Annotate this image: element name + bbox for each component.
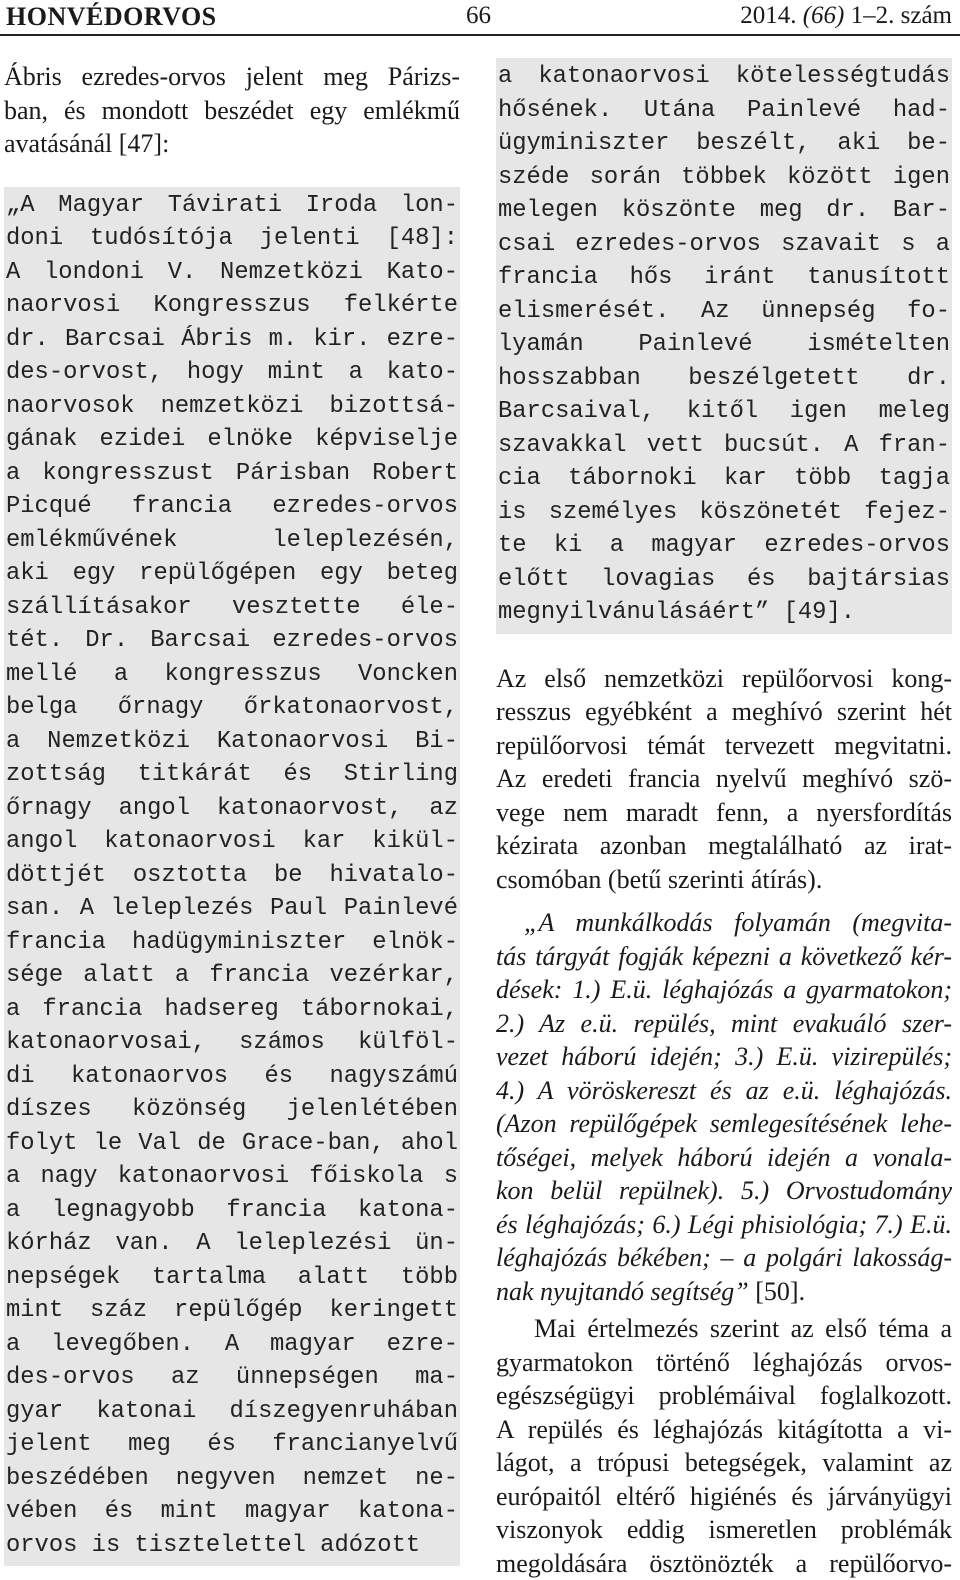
text-line: di katonaorvos és nagyszámú <box>6 1060 458 1094</box>
text-line: resszus egyébként a meghívó szerint hét <box>496 695 952 729</box>
text-line: díszes közönség jelenlétében <box>6 1093 458 1127</box>
text-line: nepségek tartalma alatt több <box>6 1261 458 1295</box>
text-line: repülőorvosi témát tervezett megvitatni. <box>496 729 952 763</box>
text-line: A londoni V. Nemzetközi Kato- <box>6 256 458 290</box>
text-line: naorvosok nemzetközi bizottsá- <box>6 390 458 424</box>
text-line: des-orvos az ünnepségen ma- <box>6 1361 458 1395</box>
text-line: belga őrnagy őrkatonaorvost, <box>6 691 458 725</box>
text-line: megnyilvánulásáért” [49]. <box>498 596 950 630</box>
left-column <box>4 60 460 1566</box>
text-line: sége alatt a francia vezérkar, <box>6 959 458 993</box>
text-line: folyt le Val de Grace-ban, ahol <box>6 1127 458 1161</box>
text-line: mellé a kongresszus Voncken <box>6 658 458 692</box>
text-line: angol katonaorvosi kar kikül- <box>6 825 458 859</box>
text-line: gyar katonai díszegyenruhában <box>6 1395 458 1429</box>
text-line: viszonyok eddig ismeretlen problémák <box>496 1513 952 1547</box>
text-line: tás tárgyát fogják képezni a következő kér- <box>496 940 952 974</box>
text-line: doni tudósítója jelenti [48]: <box>6 222 458 256</box>
text-line: aki egy repülőgépen egy beteg <box>6 557 458 591</box>
text-line: megoldására ösztönözték a repülőorvo- <box>496 1547 952 1580</box>
text-line: avatásánál [47]: <box>4 127 460 161</box>
text-line: őrnagy angol katonaorvost, az <box>6 792 458 826</box>
text-line: tőségei, melyek háború idején a vonala- <box>496 1141 952 1175</box>
text-line: dr. Barcsai Ábris m. kir. ezre- <box>6 323 458 357</box>
intro-paragraph <box>4 60 460 161</box>
reference-number: [50]. <box>749 1277 805 1306</box>
quote-block-right <box>496 58 952 634</box>
text-line: a nagy katonaorvosi főiskola s <box>6 1160 458 1194</box>
text-line: katonaorvosai, számos külföl- <box>6 1026 458 1060</box>
text-line: naorvosi Kongresszus felkérte <box>6 289 458 323</box>
right-column <box>496 58 952 1580</box>
text-line: csomóban (betű szerinti átírás). <box>496 863 952 897</box>
text-line: lágot, a trópusi betegségek, valamint az <box>496 1446 952 1480</box>
journal-title: HONVÉDORVOS <box>6 2 217 32</box>
text-line: ügyminiszter beszélt, aki be- <box>498 127 950 161</box>
quote-block-left <box>4 187 460 1567</box>
text-line: a Nemzetközi Katonaorvosi Bi- <box>6 725 458 759</box>
text-line: des-orvost, hogy mint a kato- <box>6 356 458 390</box>
text-line: Az eredeti francia nyelvű meghívó szö- <box>496 762 952 796</box>
text-line: (Azon repülőgépek semlegesítésének lehe- <box>496 1107 952 1141</box>
text-line: cia tábornoki kar több tagja <box>498 462 950 496</box>
text-line: a levegőben. A magyar ezre- <box>6 1328 458 1362</box>
issue-info: 2014. (66) 1–2. szám <box>740 2 952 30</box>
text-line: 2.) Az e.ü. repülés, mint evakuáló szer- <box>496 1007 952 1041</box>
text-line: orvos is tisztelettel adózott <box>6 1529 458 1563</box>
text-line: kézirata azonban megtalálható az irat- <box>496 829 952 863</box>
paragraph-interpretation <box>496 1312 952 1580</box>
text-line: Mai értelmezés szerint az első téma a <box>496 1312 952 1346</box>
text-line: Ábris ezredes-orvos jelent meg Párizs- <box>4 60 460 94</box>
text-line: emlékművének leleplezésén, <box>6 524 458 558</box>
text-line: nak nyujtandó segítség” [50]. <box>496 1275 952 1309</box>
text-line: beszédében negyven nemzet ne- <box>6 1462 458 1496</box>
text-line: A repülés és léghajózás kitágította a vi- <box>496 1413 952 1447</box>
text-line: ban, és mondott beszédet egy emlékmű <box>4 94 460 128</box>
text-line: szavakkal vett bucsút. A fran- <box>498 429 950 463</box>
page-number: 66 <box>466 2 491 30</box>
text-line: egészségügyi problémáival foglalkozott. <box>496 1379 952 1413</box>
text-line: vében és mint magyar katona- <box>6 1495 458 1529</box>
page-header <box>0 0 960 36</box>
paragraph-congress <box>496 662 952 897</box>
text-line: tét. Dr. Barcsai ezredes-orvos <box>6 624 458 658</box>
text-line: 4.) A vöröskereszt és az e.ü. léghajózás. <box>496 1074 952 1108</box>
text-line: vezet háború idején; 3.) E.ü. vizirepülés; <box>496 1040 952 1074</box>
text-line: „A Magyar Távirati Iroda lon- <box>6 189 458 223</box>
text-line: a kongresszust Párisban Robert <box>6 457 458 491</box>
text-line: széde során többek között igen <box>498 161 950 195</box>
text-line: döttjét osztotta be hivatalo- <box>6 859 458 893</box>
italic-quote-topics <box>496 906 952 1308</box>
text-line: zottság titkárát és Stirling <box>6 758 458 792</box>
text-line: Picqué francia ezredes-orvos <box>6 490 458 524</box>
text-line: szállításakor vesztette éle- <box>6 591 458 625</box>
text-line: melegen köszönte meg dr. Bar- <box>498 194 950 228</box>
text-line: gyarmatokon történő léghajózás orvos- <box>496 1346 952 1380</box>
text-line: mint száz repülőgép keringett <box>6 1294 458 1328</box>
text-line: lyamán Painlevé ismételten <box>498 328 950 362</box>
text-line: te ki a magyar ezredes-orvos <box>498 529 950 563</box>
text-line: előtt lovagias és bajtársias <box>498 563 950 597</box>
text-line: léghajózás békében; – a polgári lakosság- <box>496 1241 952 1275</box>
text-line: kórház van. A leleplezési ün- <box>6 1227 458 1261</box>
text-line: dések: 1.) E.ü. léghajózás a gyarmatokon; <box>496 973 952 1007</box>
text-line: Barcsaival, kitől igen meleg <box>498 395 950 429</box>
text-line: hősének. Utána Painlevé had- <box>498 94 950 128</box>
text-line: is személyes köszönetét fejez- <box>498 496 950 530</box>
text-line: a legnagyobb francia katona- <box>6 1194 458 1228</box>
text-line: vege nem maradt fenn, a nyersfordítás <box>496 796 952 830</box>
text-line: jelent meg és francianyelvű <box>6 1428 458 1462</box>
text-line: a katonaorvosi kötelességtudás <box>498 60 950 94</box>
text-line: „A munkálkodás folyamán (megvita- <box>496 906 952 940</box>
text-line: san. A leleplezés Paul Painlevé <box>6 892 458 926</box>
text-line: Az első nemzetközi repülőorvosi kong- <box>496 662 952 696</box>
text-line: francia hadügyminiszter elnök- <box>6 926 458 960</box>
text-line: csai ezredes-orvos szavait s a <box>498 228 950 262</box>
text-line: kon belül repülnek). 5.) Orvostudomány <box>496 1174 952 1208</box>
text-line: és léghajózás; 6.) Légi phisiológia; 7.) E.ü. <box>496 1208 952 1242</box>
text-line: francia hős iránt tanusított <box>498 261 950 295</box>
text-line: hosszabban beszélgetett dr. <box>498 362 950 396</box>
text-line: a francia hadsereg tábornokai, <box>6 993 458 1027</box>
text-line: gának ezidei elnöke képviselje <box>6 423 458 457</box>
text-line: elismerését. Az ünnepség fo- <box>498 295 950 329</box>
text-line: európaitól eltérő higiénés és járványügyi <box>496 1480 952 1514</box>
